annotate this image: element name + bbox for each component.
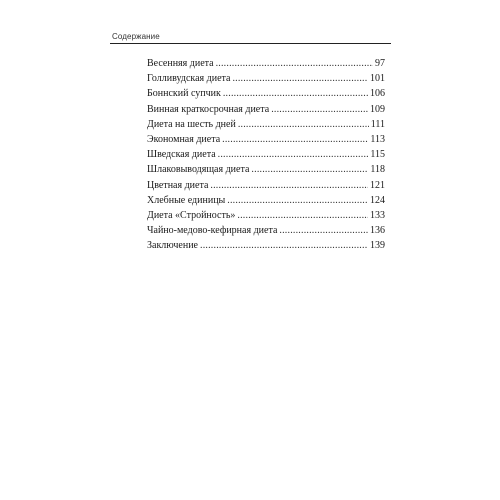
toc-dot-leader [271, 102, 368, 117]
toc-entry-title: Голливудская диета [147, 73, 231, 85]
toc-entry [147, 223, 385, 238]
toc-dot-leader [227, 193, 368, 208]
toc-entry-title: Диета на шесть дней [147, 118, 236, 130]
toc-entry [147, 56, 385, 71]
toc-entry [147, 117, 385, 132]
toc-entry-title: Заключение [147, 240, 198, 252]
toc-entry-page: 106 [370, 88, 385, 100]
toc-dot-leader [251, 162, 368, 177]
toc-entry-title: Экономная диета [147, 133, 221, 145]
toc-entry [147, 193, 385, 208]
toc-entry [147, 147, 385, 162]
header-rule [110, 43, 391, 44]
toc-entry-page: 111 [370, 118, 385, 130]
toc-entry-title: Хлебные единицы [147, 194, 226, 206]
toc-entry [147, 178, 385, 193]
toc-entry-page: 118 [370, 164, 385, 176]
toc-entry-title: Цветная диета [147, 179, 209, 191]
toc-dot-leader [238, 117, 369, 132]
toc-entry-page: 121 [370, 179, 385, 191]
toc-dot-leader [222, 132, 368, 147]
toc-entry-page: 124 [370, 194, 385, 206]
table-of-contents [147, 56, 385, 253]
toc-dot-leader [232, 71, 368, 86]
toc-entry [147, 71, 385, 86]
toc-dot-leader [210, 178, 368, 193]
toc-dot-leader [216, 56, 373, 71]
running-header: Содержание [112, 32, 160, 41]
toc-entry-page: 109 [370, 103, 385, 115]
toc-dot-leader [237, 208, 368, 223]
toc-entry [147, 102, 385, 117]
toc-entry-title: Весенняя диета [147, 58, 214, 69]
toc-entry-page: 133 [370, 209, 385, 221]
toc-entry-title: Чайно-медово-кефирная диета [147, 225, 278, 237]
toc-dot-leader [223, 86, 368, 101]
toc-entry-title: Боннский супчик [147, 88, 221, 100]
toc-entry-title: Винная краткосрочная диета [147, 103, 270, 115]
toc-entry-title: Шлаковыводящая диета [147, 164, 250, 176]
toc-entry [147, 86, 385, 101]
toc-entry-page: 139 [370, 240, 385, 252]
toc-entry [147, 132, 385, 147]
toc-entry [147, 238, 385, 253]
toc-entry-page: 101 [370, 73, 385, 85]
toc-entry-page: 97 [375, 58, 385, 69]
toc-entry-page: 115 [370, 149, 385, 161]
toc-entry-page: 136 [370, 225, 385, 237]
toc-entry-title: Шведская диета [147, 149, 216, 161]
toc-entry [147, 208, 385, 223]
toc-dot-leader [279, 223, 368, 238]
toc-dot-leader [200, 238, 368, 253]
toc-entry-page: 113 [370, 133, 385, 145]
toc-dot-leader [218, 147, 369, 162]
toc-entry [147, 162, 385, 177]
toc-entry-title: Диета «Стройность» [147, 209, 236, 221]
